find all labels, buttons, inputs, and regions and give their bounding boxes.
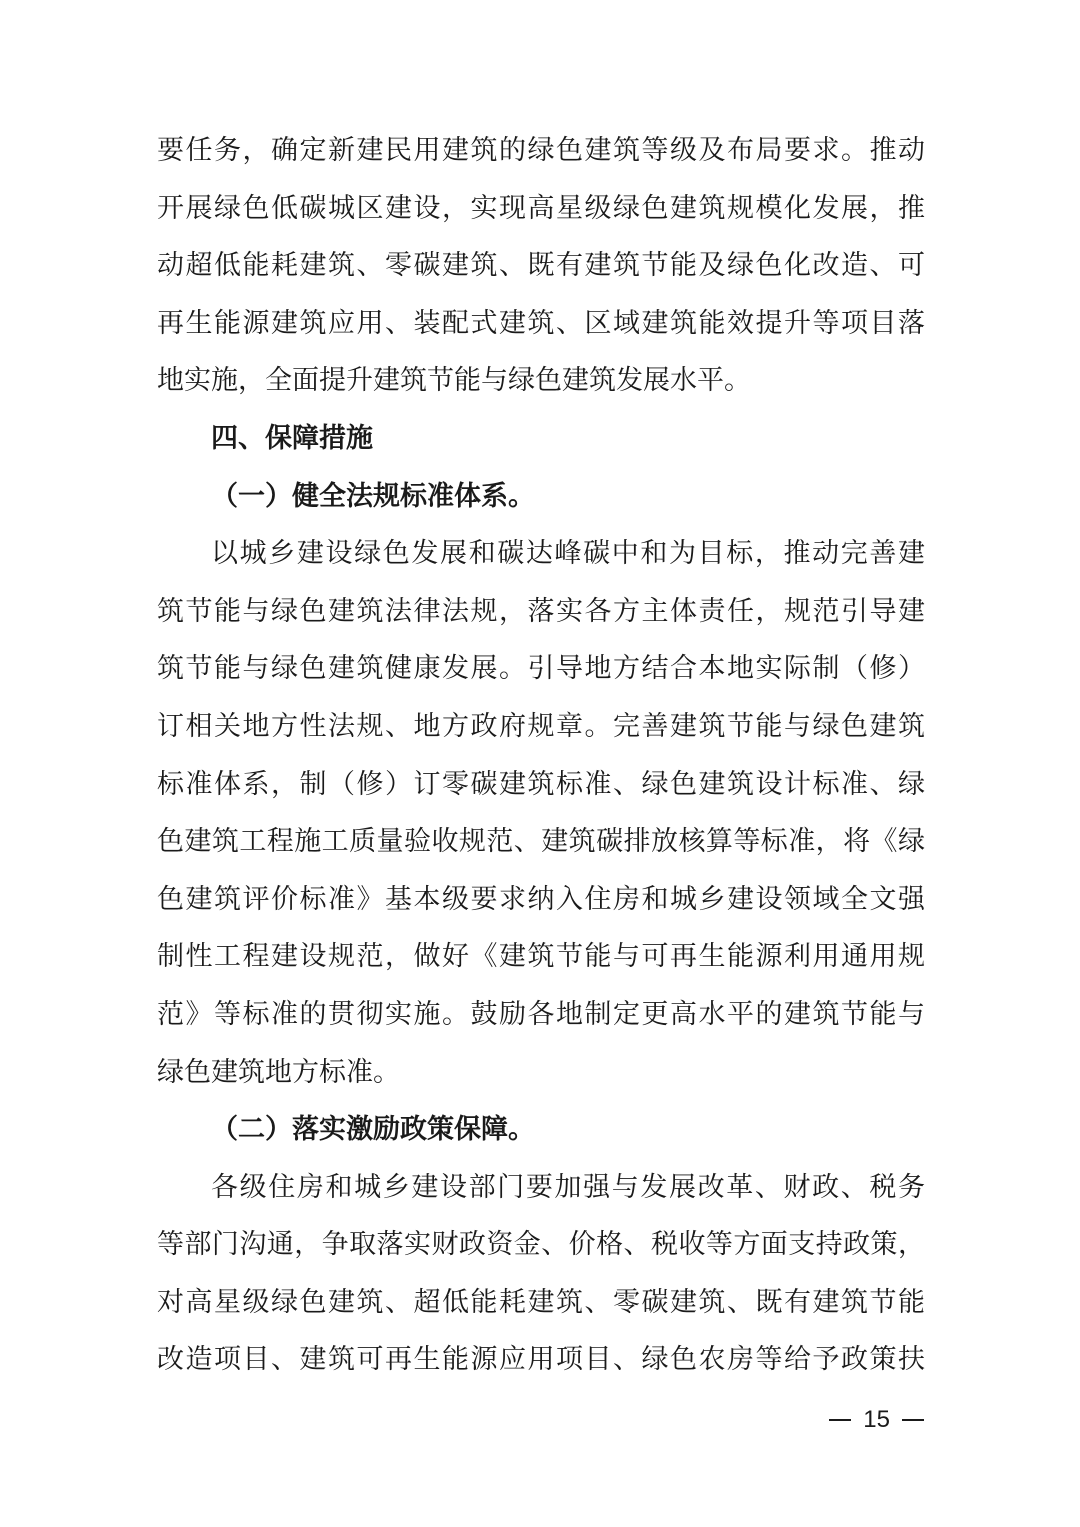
paragraph-line: 订相关地方性法规、地方政府规章。完善建筑节能与绿色建筑	[157, 710, 925, 742]
paragraph-line: 改造项目、建筑可再生能源应用项目、绿色农房等给予政策扶	[157, 1344, 925, 1376]
paragraph-line: 要任务，确定新建民用建筑的绿色建筑等级及布局要求。推动	[157, 135, 925, 166]
subsection-heading-1: （一）健全法规标准体系。	[211, 480, 535, 512]
paragraph-line: 以城乡建设绿色发展和碳达峰碳中和为目标，推动完善建	[211, 538, 925, 570]
paragraph-line: 制性工程建设规范，做好《建筑节能与可再生能源利用通用规	[157, 941, 925, 973]
subsection-heading-2: （二）落实激励政策保障。	[211, 1114, 535, 1146]
paragraph-line: 绿色建筑地方标准。	[157, 1056, 400, 1088]
paragraph-line: 色建筑工程施工质量验收规范、建筑碳排放核算等标准，将《绿	[157, 826, 925, 858]
paragraph-line: 范》等标准的贯彻实施。鼓励各地制定更高水平的建筑节能与	[157, 998, 925, 1030]
paragraph-line: 各级住房和城乡建设部门要加强与发展改革、财政、税务	[211, 1171, 925, 1203]
paragraph-line: 对高星级绿色建筑、超低能耗建筑、零碳建筑、既有建筑节能	[157, 1286, 925, 1318]
paragraph-line: 地实施，全面提升建筑节能与绿色建筑发展水平。	[157, 365, 751, 397]
paragraph-line: 标准体系，制（修）订零碳建筑标准、绿色建筑设计标准、绿	[157, 768, 925, 800]
paragraph-line: 开展绿色低碳城区建设，实现高星级绿色建筑规模化发展，推	[157, 192, 925, 224]
paragraph-line: 色建筑评价标准》基本级要求纳入住房和城乡建设领域全文强	[157, 883, 925, 915]
paragraph-line: 筑节能与绿色建筑健康发展。引导地方结合本地实际制（修）	[157, 653, 925, 685]
dash-left-icon	[829, 1419, 851, 1421]
paragraph-line: 等部门沟通，争取落实财政资金、价格、税收等方面支持政策，	[157, 1229, 925, 1261]
paragraph-line: 筑节能与绿色建筑法律法规，落实各方主体责任，规范引导建	[157, 595, 925, 627]
page-number: 15	[863, 1406, 890, 1433]
section-heading: 四、保障措施	[211, 422, 373, 454]
paragraph-line: 动超低能耗建筑、零碳建筑、既有建筑节能及绿色化改造、可	[157, 250, 925, 282]
paragraph-line: 再生能源建筑应用、装配式建筑、区域建筑能效提升等项目落	[157, 307, 925, 339]
dash-right-icon	[902, 1419, 924, 1421]
document-body	[157, 122, 925, 1389]
page-number-footer	[829, 1406, 924, 1434]
